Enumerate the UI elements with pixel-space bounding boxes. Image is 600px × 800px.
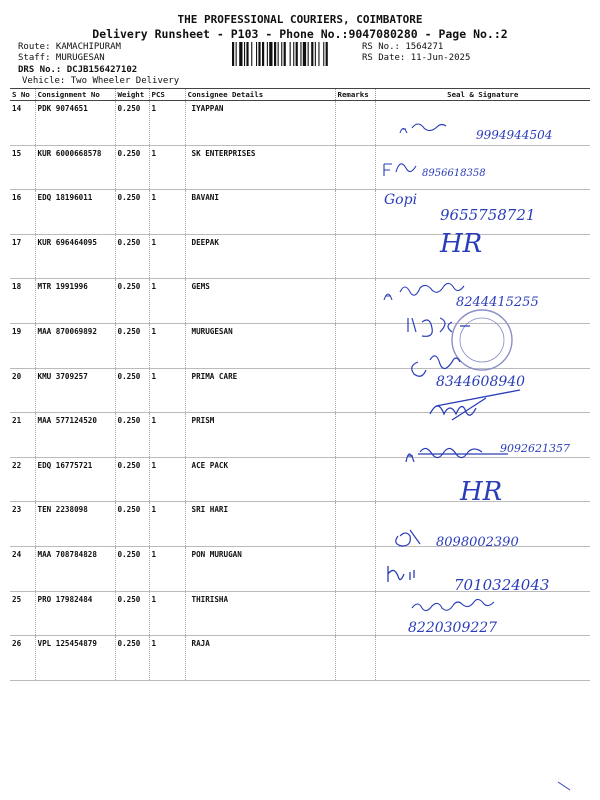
row-signature-cell bbox=[375, 413, 590, 458]
row-consignment-no: MTR 1991996 bbox=[35, 279, 115, 324]
row-signature-cell bbox=[375, 368, 590, 413]
row-consignment-no: KUR 696464095 bbox=[35, 234, 115, 279]
table-row bbox=[10, 591, 590, 636]
barcode-bar bbox=[284, 42, 286, 66]
barcode-bar bbox=[239, 42, 242, 66]
barcode bbox=[232, 42, 356, 66]
row-consignment-no: TEN 2238098 bbox=[35, 502, 115, 547]
row-consignee: THIRISHA bbox=[185, 591, 335, 636]
row-sno: 23 bbox=[10, 502, 35, 547]
row-consignment-no: KUR 6000668578 bbox=[35, 145, 115, 190]
row-consignee: MURUGESAN bbox=[185, 323, 335, 368]
row-weight: 0.250 bbox=[115, 101, 149, 146]
barcode-bar bbox=[267, 42, 268, 66]
row-remarks bbox=[335, 502, 375, 547]
handwritten-name: Gopi bbox=[384, 192, 418, 208]
row-signature-cell bbox=[375, 457, 590, 502]
row-weight: 0.250 bbox=[115, 279, 149, 324]
barcode-bar bbox=[290, 42, 291, 66]
handwritten-phone: 7010324043 bbox=[454, 576, 550, 594]
row-signature-cell bbox=[375, 323, 590, 368]
barcode-bar bbox=[236, 42, 237, 66]
row-weight: 0.250 bbox=[115, 546, 149, 591]
handwritten-initials: HR bbox=[440, 229, 483, 259]
row-consignment-no: PDK 9074651 bbox=[35, 101, 115, 146]
col-signature-header: Seal & Signature bbox=[375, 89, 590, 101]
row-consignee: SRI HARI bbox=[185, 502, 335, 547]
barcode-bar bbox=[315, 42, 316, 66]
row-remarks bbox=[335, 234, 375, 279]
row-weight: 0.250 bbox=[115, 234, 149, 279]
barcode-bar bbox=[258, 42, 260, 66]
row-signature-cell bbox=[375, 546, 590, 591]
table-row bbox=[10, 145, 590, 190]
runsheet-table bbox=[10, 88, 590, 681]
row-pcs: 1 bbox=[149, 190, 185, 235]
row-weight: 0.250 bbox=[115, 591, 149, 636]
row-consignee: GEMS bbox=[185, 279, 335, 324]
row-sno: 16 bbox=[10, 190, 35, 235]
table-row bbox=[10, 234, 590, 279]
barcode-bar bbox=[251, 42, 252, 66]
col-remarks-header: Remarks bbox=[335, 89, 375, 101]
row-sno: 25 bbox=[10, 591, 35, 636]
row-sno: 22 bbox=[10, 457, 35, 502]
route-label: Route: KAMACHIPURAM bbox=[18, 42, 121, 52]
table-row bbox=[10, 413, 590, 458]
barcode-bar bbox=[311, 42, 313, 66]
barcode-bar bbox=[269, 42, 272, 66]
row-remarks bbox=[335, 546, 375, 591]
table-row bbox=[10, 546, 590, 591]
row-pcs: 1 bbox=[149, 457, 185, 502]
row-consignee: SK ENTERPRISES bbox=[185, 145, 335, 190]
row-consignment-no: PRO 17982484 bbox=[35, 591, 115, 636]
barcode-bar bbox=[232, 42, 234, 66]
row-weight: 0.250 bbox=[115, 368, 149, 413]
row-remarks bbox=[335, 636, 375, 681]
row-remarks bbox=[335, 413, 375, 458]
row-consignee: RAJA bbox=[185, 636, 335, 681]
row-remarks bbox=[335, 323, 375, 368]
table-row bbox=[10, 457, 590, 502]
row-pcs: 1 bbox=[149, 502, 185, 547]
barcode-bar bbox=[300, 42, 301, 66]
row-sno: 24 bbox=[10, 546, 35, 591]
handwritten-phone: 9655758721 bbox=[440, 206, 536, 224]
row-weight: 0.250 bbox=[115, 190, 149, 235]
row-consignee: DEEPAK bbox=[185, 234, 335, 279]
row-consignment-no: KMU 3709257 bbox=[35, 368, 115, 413]
row-sno: 19 bbox=[10, 323, 35, 368]
row-remarks bbox=[335, 101, 375, 146]
rs-number: RS No.: 1564271 bbox=[362, 42, 444, 52]
handwritten-phone: 8220309227 bbox=[408, 620, 498, 636]
row-remarks bbox=[335, 457, 375, 502]
row-sno: 17 bbox=[10, 234, 35, 279]
row-signature-cell bbox=[375, 636, 590, 681]
table-row bbox=[10, 502, 590, 547]
row-weight: 0.250 bbox=[115, 145, 149, 190]
row-pcs: 1 bbox=[149, 413, 185, 458]
handwritten-phone: 8956618358 bbox=[422, 168, 486, 179]
table-row bbox=[10, 368, 590, 413]
col-sno-header: S No bbox=[10, 89, 35, 101]
col-pcs-header: PCS bbox=[149, 89, 185, 101]
table-row bbox=[10, 323, 590, 368]
row-pcs: 1 bbox=[149, 591, 185, 636]
row-sno: 14 bbox=[10, 101, 35, 146]
rs-date: RS Date: 11-Jun-2025 bbox=[362, 53, 471, 63]
table-row bbox=[10, 190, 590, 235]
col-consignment-header: Consignment No bbox=[35, 89, 115, 101]
row-pcs: 1 bbox=[149, 323, 185, 368]
barcode-bar bbox=[326, 42, 328, 66]
row-signature-cell bbox=[375, 591, 590, 636]
row-remarks bbox=[335, 190, 375, 235]
row-pcs: 1 bbox=[149, 368, 185, 413]
row-remarks bbox=[335, 279, 375, 324]
row-weight: 0.250 bbox=[115, 413, 149, 458]
table-header-row bbox=[10, 89, 590, 101]
row-pcs: 1 bbox=[149, 145, 185, 190]
row-consignee: PRIMA CARE bbox=[185, 368, 335, 413]
row-sno: 26 bbox=[10, 636, 35, 681]
barcode-bar bbox=[244, 42, 245, 66]
table-row bbox=[10, 636, 590, 681]
row-signature-cell bbox=[375, 101, 590, 146]
row-pcs: 1 bbox=[149, 546, 185, 591]
row-pcs: 1 bbox=[149, 636, 185, 681]
barcode-bar bbox=[246, 42, 248, 66]
row-weight: 0.250 bbox=[115, 636, 149, 681]
barcode-bar bbox=[308, 42, 309, 66]
barcode-bar bbox=[278, 42, 279, 66]
row-consignee: IYAPPAN bbox=[185, 101, 335, 146]
barcode-bar bbox=[274, 42, 276, 66]
barcode-bar bbox=[318, 42, 319, 66]
handwritten-phone: 8344608940 bbox=[436, 374, 526, 390]
row-consignee: PRISM bbox=[185, 413, 335, 458]
company-title: THE PROFESSIONAL COURIERS, COIMBATORE bbox=[177, 13, 423, 26]
row-signature-cell bbox=[375, 502, 590, 547]
row-signature-cell bbox=[375, 190, 590, 235]
row-remarks bbox=[335, 145, 375, 190]
row-sno: 15 bbox=[10, 145, 35, 190]
table-row bbox=[10, 279, 590, 324]
drs-number: DRS No.: DCJB156427102 bbox=[18, 65, 138, 75]
barcode-bar bbox=[256, 42, 257, 66]
handwritten-phone: 8244415255 bbox=[456, 295, 539, 310]
handwritten-phone: 8098002390 bbox=[436, 535, 519, 550]
row-weight: 0.250 bbox=[115, 502, 149, 547]
row-pcs: 1 bbox=[149, 279, 185, 324]
row-remarks bbox=[335, 368, 375, 413]
staff-label: Staff: MURUGESAN bbox=[18, 53, 105, 63]
barcode-bar bbox=[293, 42, 294, 66]
row-consignee: ACE PACK bbox=[185, 457, 335, 502]
col-consignee-header: Consignee Details bbox=[185, 89, 335, 101]
barcode-bar bbox=[303, 42, 306, 66]
handwritten-phone: 9994944504 bbox=[476, 128, 553, 142]
row-sno: 18 bbox=[10, 279, 35, 324]
row-consignment-no: EDQ 18196011 bbox=[35, 190, 115, 235]
barcode-bar bbox=[323, 42, 324, 66]
row-sno: 21 bbox=[10, 413, 35, 458]
row-consignment-no: VPL 125454879 bbox=[35, 636, 115, 681]
row-consignment-no: MAA 870069892 bbox=[35, 323, 115, 368]
row-sno: 20 bbox=[10, 368, 35, 413]
row-signature-cell bbox=[375, 145, 590, 190]
row-consignment-no: EDQ 16775721 bbox=[35, 457, 115, 502]
barcode-bar bbox=[281, 42, 282, 66]
table-row bbox=[10, 101, 590, 146]
row-consignment-no: MAA 708784828 bbox=[35, 546, 115, 591]
row-pcs: 1 bbox=[149, 101, 185, 146]
col-weight-header: Weight bbox=[115, 89, 149, 101]
row-pcs: 1 bbox=[149, 234, 185, 279]
row-consignee: BAVANI bbox=[185, 190, 335, 235]
row-remarks bbox=[335, 591, 375, 636]
row-weight: 0.250 bbox=[115, 323, 149, 368]
stray-pen-mark bbox=[558, 782, 570, 790]
barcode-bar bbox=[296, 42, 298, 66]
row-consignee: PON MURUGAN bbox=[185, 546, 335, 591]
row-signature-cell bbox=[375, 279, 590, 324]
row-signature-cell bbox=[375, 234, 590, 279]
row-consignment-no: MAA 577124520 bbox=[35, 413, 115, 458]
handwritten-initials: HR bbox=[460, 477, 503, 507]
row-weight: 0.250 bbox=[115, 457, 149, 502]
handwritten-phone: 9092621357 bbox=[500, 442, 570, 455]
runsheet-title: Delivery Runsheet - P103 - Phone No.:9047080280 - Page No.:2 bbox=[92, 27, 508, 41]
barcode-bar bbox=[262, 42, 264, 66]
vehicle-label: Vehicle: Two Wheeler Delivery bbox=[22, 76, 180, 86]
